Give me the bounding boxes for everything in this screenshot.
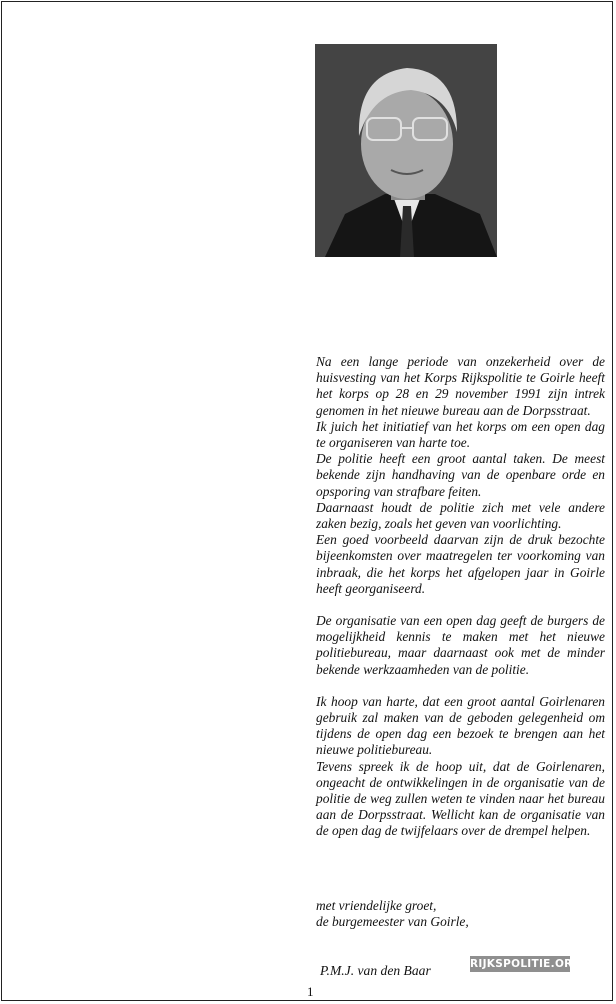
portrait-illustration <box>315 44 497 257</box>
paragraph: De organisatie van een open dag geeft de burgers de mogelijkheid kennis te maken met het nieuwe politiebureau, maar daarnaast ook met de minder bekende werkzaamheden van de politie. <box>316 613 605 677</box>
paragraph: Ik hoop van harte, dat een groot aantal Goirlenaren gebruik zal maken van de geboden gelegenheid om tijdens de open dag een bezoek te brengen aan het nieuwe politiebureau. <box>316 693 605 758</box>
paragraph: Ik juich het initiatief van het korps om een open dag te organiseren van harte toe. <box>316 418 605 451</box>
paragraph: Daarnaast houdt de politie zich met vele andere zaken bezig, zoals het geven van voorlichting. <box>316 499 605 532</box>
closing <box>316 898 576 930</box>
paragraph: Een goed voorbeeld daarvan zijn de druk bezochte bijeenkomsten over maatregelen ter voorkoming van inbraak, die het korps het afgelopen jaar in Goirle heeft georganiseerd. <box>316 532 605 596</box>
paragraph: De politie heeft een groot aantal taken. De meest bekende zijn handhaving van de openbare orde en opsporing van strafbare feiten. <box>316 451 605 499</box>
watermark-badge: RIJKSPOLITIE.ORG <box>470 958 582 970</box>
closing-greeting: met vriendelijke groet, <box>316 898 437 913</box>
signature-name: P.M.J. van den Baar <box>320 963 431 978</box>
paragraph: Tevens spreek ik de hoop uit, dat de Goirlenaren, ongeacht de ontwikkelingen in de organisatie van de politie de weg zullen weten te vinden naar het bureau aan de Dorpsstraat. Wellicht kan de organisatie van de open dag de twijfelaars over de drempel helpen. <box>316 758 605 839</box>
letter-body <box>316 354 605 840</box>
portrait-photo <box>315 44 497 257</box>
closing-role: de burgemeester van Goirle, <box>316 914 469 930</box>
paragraph: Na een lange periode van onzekerheid over de huisvesting van het Korps Rijkspolitie te Goirle heeft het korps op 28 en 29 november 1991 zijn intrek genomen in het nieuwe bureau aan de Dorpsstraat. <box>316 354 605 418</box>
page-number: 1 <box>307 984 314 999</box>
